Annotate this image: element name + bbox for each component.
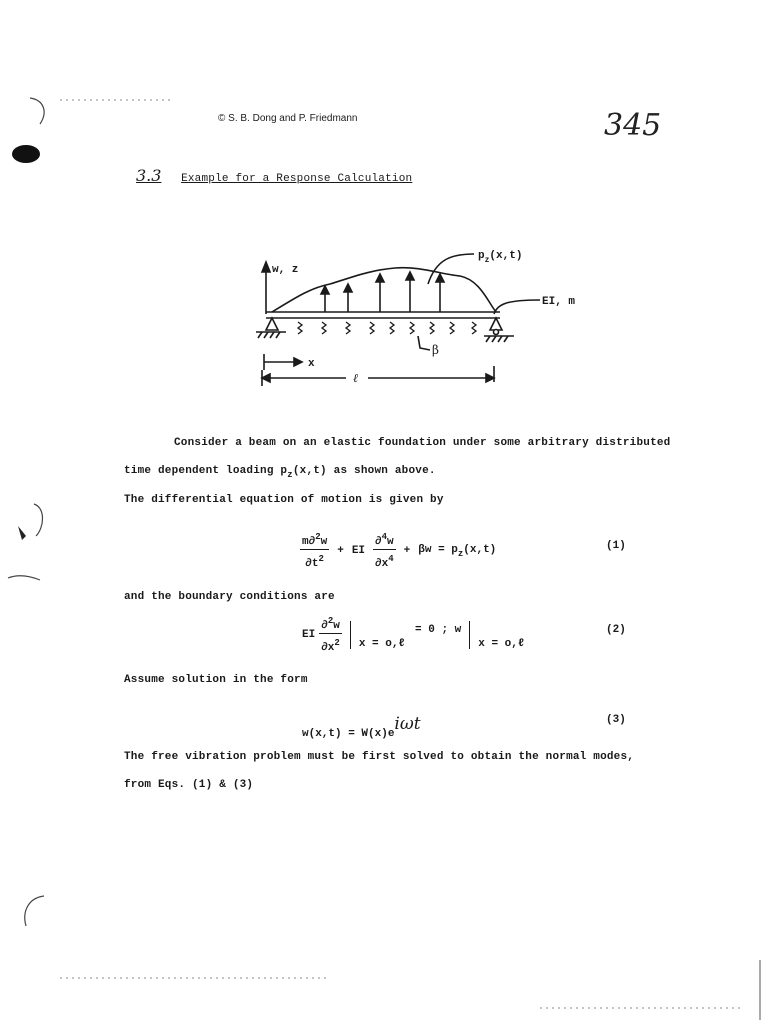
paragraph-intro-line1: Consider a beam on an elastic foundation under some arbitrary distributed <box>174 437 671 449</box>
section-number: 3.3 <box>136 166 162 185</box>
equation-2: EI $\frac{\partial^2w}{\partial x^2}$ x = o,ℓ = 0 ; w x = o,ℓ <box>302 616 525 654</box>
axes-label: w, z <box>272 264 299 276</box>
paragraph-boundary-conditions: and the boundary conditions are <box>124 591 335 603</box>
load-label: $p_z(x,t)$ <box>478 250 523 265</box>
length-label: ℓ <box>353 371 358 385</box>
x-axis-label: x <box>308 358 315 370</box>
equation-3-number: (3) <box>606 714 626 726</box>
paragraph-free-vibration: The free vibration problem must be first solved to obtain the normal modes, <box>124 751 635 763</box>
equation-1-number: (1) <box>606 540 626 552</box>
foundation-stiffness-label: β <box>432 343 439 357</box>
section-title: Example for a Response Calculation <box>181 173 413 185</box>
equation-2-number: (2) <box>606 624 626 636</box>
page-number: 345 <box>604 108 662 143</box>
equation-1: $\frac{m\partial^2w}{\partial t^2}$ + EI $\frac{\partial^4w}{\partial x^4}$ + $\beta w = p_z(x,t)$ <box>302 532 497 570</box>
copyright-line: © S. B. Dong and P. Friedmann <box>218 113 358 124</box>
paragraph-intro-line2: time dependent loading $p_z(x,t)$ as shown above. <box>124 465 436 480</box>
beam-properties-label: EI, m <box>542 296 576 308</box>
paragraph-equation-intro: The differential equation of motion is given by <box>124 494 444 506</box>
paragraph-from-equations: from Eqs. (1) & (3) <box>124 779 254 791</box>
paragraph-assume-solution: Assume solution in the form <box>124 674 308 686</box>
equation-3: w(x,t) = W(x)eiωt <box>302 714 421 740</box>
